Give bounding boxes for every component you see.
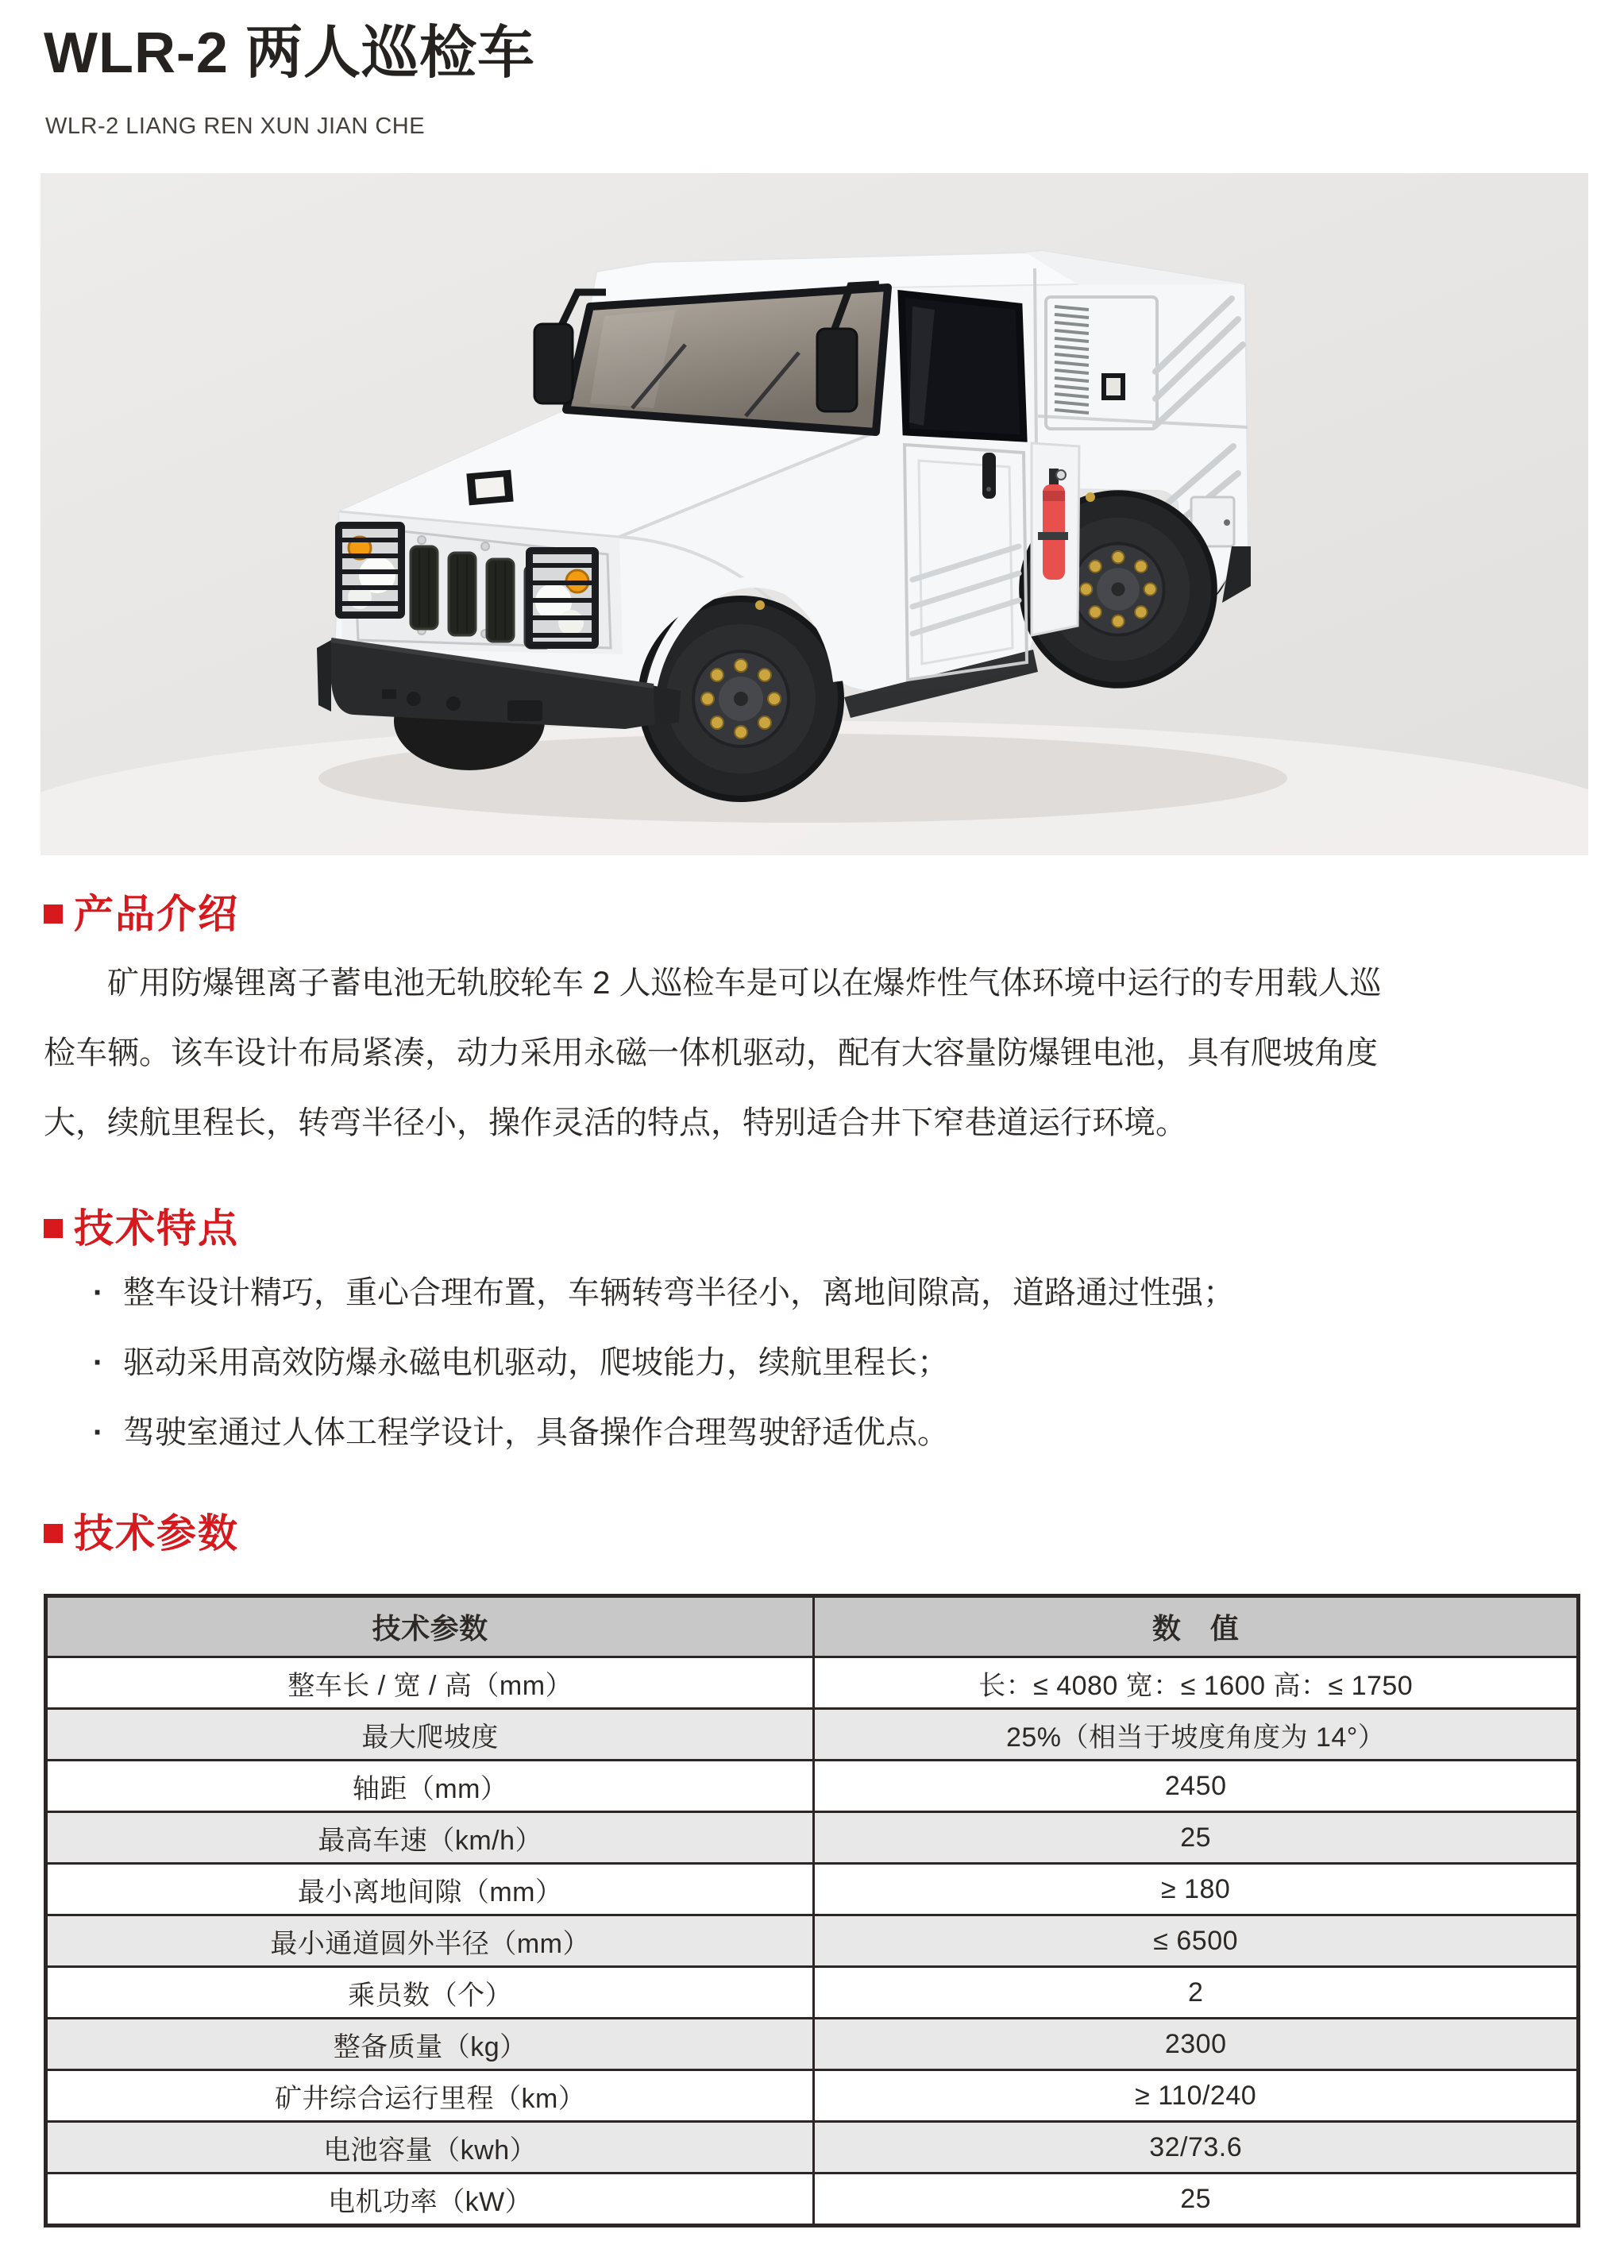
page-subtitle: WLR-2 LIANG REN XUN JIAN CHE <box>45 114 426 139</box>
feature-bullet-icon: · <box>93 1345 104 1380</box>
param-label-cell: 整备质量（kg） <box>48 2019 815 2069</box>
table-row <box>48 1759 1576 1811</box>
params-heading-label: 技术参数 <box>74 1511 239 1556</box>
feature-item <box>44 1398 1580 1468</box>
param-label-cell: 电池容量（kwh） <box>48 2123 815 2172</box>
param-value-cell: ≥ 180 <box>1160 1873 1231 1904</box>
headlight-right <box>528 550 596 646</box>
feature-bullet-icon: · <box>93 1275 104 1310</box>
feature-item <box>44 1258 1580 1328</box>
param-label-cell: 乘员数（个） <box>48 1968 815 2017</box>
table-row <box>48 1811 1576 1862</box>
param-value-cell: 25%（相当于坡度角度为 14°） <box>1005 1722 1386 1753</box>
table-header-param: 技术参数 <box>48 1598 815 1656</box>
param-value-cell: ≥ 110/240 <box>1135 2080 1257 2111</box>
param-label-cell: 矿井综合运行里程（km） <box>48 2071 815 2120</box>
table-row <box>48 2069 1576 2120</box>
table-row <box>48 1656 1576 1707</box>
features-heading-label: 技术特点 <box>74 1206 239 1251</box>
red-square-bullet-icon <box>44 1524 63 1543</box>
param-value-cell: 2 <box>1187 1977 1204 2008</box>
param-value-cell: ≤ 6500 <box>1153 1925 1239 1956</box>
table-row <box>48 2120 1576 2172</box>
param-label-cell: 整车长 / 宽 / 高（mm） <box>48 1658 815 1707</box>
headlight-left <box>338 524 403 616</box>
page-title: WLR-2 两人巡检车 <box>44 21 535 85</box>
intro-paragraph-line: 检车辆。该车设计布局紧凑，动力采用永磁一体机驱动，配有大容量防爆锂电池，具有爬坡角度 <box>44 1036 1378 1070</box>
fire-extinguisher <box>1032 443 1079 635</box>
param-value-cell: 25 <box>1180 2183 1212 2214</box>
table-row <box>48 1862 1576 1914</box>
table-row <box>48 2017 1576 2069</box>
param-label-cell: 最高车速（km/h） <box>48 1813 815 1862</box>
feature-text: 驱动采用高效防爆永磁电机驱动，爬坡能力，续航里程长； <box>123 1345 949 1380</box>
param-label-cell: 电机功率（kW） <box>48 2174 815 2224</box>
section-features-heading <box>44 1206 239 1251</box>
feature-item <box>44 1328 1580 1398</box>
param-value-cell: 2450 <box>1164 1770 1227 1801</box>
red-square-bullet-icon <box>44 904 63 924</box>
feature-text: 整车设计精巧，重心合理布置，车辆转弯半径小，离地间隙高，道路通过性强； <box>123 1275 1235 1310</box>
table-row <box>48 1707 1576 1759</box>
intro-heading-label: 产品介绍 <box>74 892 239 936</box>
param-value-cell: 2300 <box>1164 2028 1227 2059</box>
intro-paragraph-line: 矿用防爆锂离子蓄电池无轨胶轮车 2 人巡检车是可以在爆炸性气体环境中运行的专用载人巡 <box>107 966 1382 1001</box>
table-row <box>48 2172 1576 2224</box>
vehicle-render <box>41 173 1588 855</box>
red-square-bullet-icon <box>44 1219 63 1238</box>
table-header-value: 数 值 <box>1151 1612 1240 1645</box>
product-photo <box>41 173 1588 855</box>
hood-logo <box>466 470 513 506</box>
table-header-row <box>48 1598 1576 1656</box>
table-row <box>48 1914 1576 1965</box>
param-label-cell: 轴距（mm） <box>48 1761 815 1811</box>
feature-bullet-icon: · <box>93 1415 104 1450</box>
intro-paragraph <box>44 948 1580 1158</box>
spec-table <box>44 1594 1580 2228</box>
param-value-cell: 32/73.6 <box>1149 2131 1243 2162</box>
door-handle <box>982 453 996 499</box>
section-intro-heading <box>44 894 239 934</box>
section-params-heading <box>44 1511 239 1556</box>
param-label-cell: 最大爬坡度 <box>48 1710 815 1759</box>
feature-text: 驾驶室通过人体工程学设计，具备操作合理驾驶舒适优点。 <box>123 1415 949 1450</box>
param-value-cell: 25 <box>1180 1822 1212 1853</box>
features-list <box>44 1258 1580 1468</box>
intro-paragraph-line: 大，续航里程长，转弯半径小，操作灵活的特点，特别适合井下窄巷道运行环境。 <box>44 1105 1187 1140</box>
param-label-cell: 最小通道圆外半径（mm） <box>48 1916 815 1965</box>
param-label-cell: 最小离地间隙（mm） <box>48 1865 815 1914</box>
table-row <box>48 1965 1576 2017</box>
param-value-cell: 长：≤ 4080 宽：≤ 1600 高：≤ 1750 <box>978 1670 1414 1701</box>
